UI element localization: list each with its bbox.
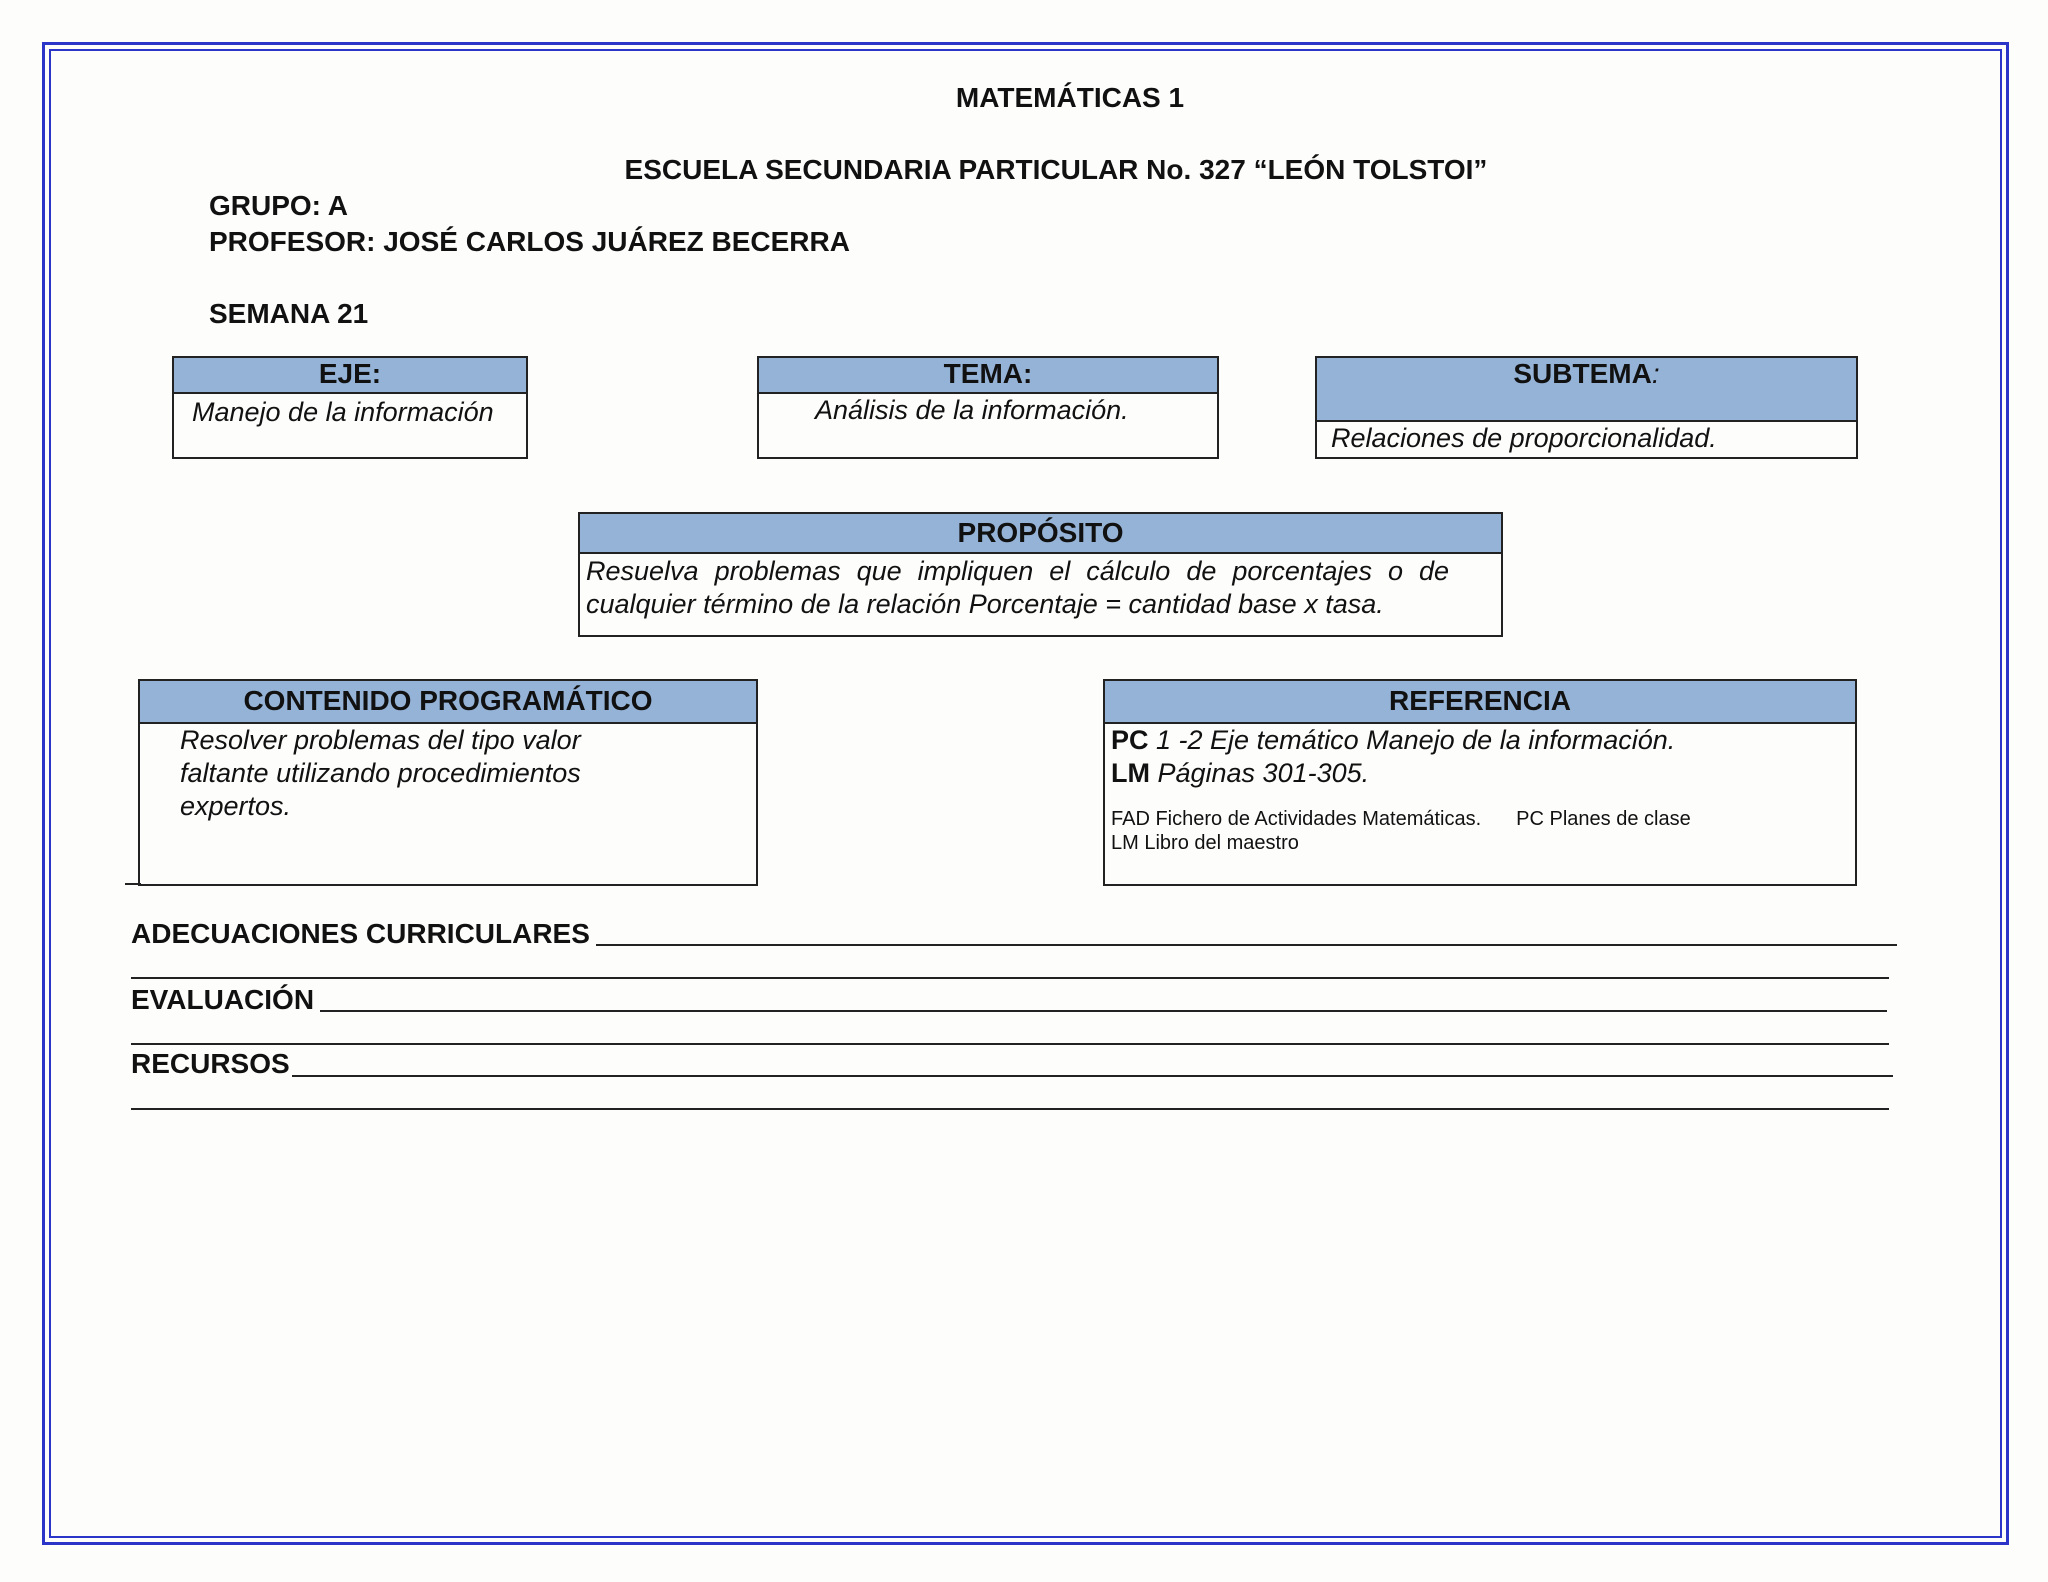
contenido-box [138, 679, 758, 886]
referencia-body [1105, 724, 1855, 855]
evaluacion-line-2 [131, 1043, 1889, 1045]
contenido-line-1: Resolver problemas del tipo valor [180, 725, 581, 755]
subtema-box [1315, 356, 1858, 459]
contenido-title: CONTENIDO PROGRAMÁTICO [140, 681, 756, 724]
contenido-body [140, 724, 756, 823]
proposito-body [580, 554, 1501, 621]
proposito-line-2: cualquier término de la relación Porcentaje = cantidad base x tasa. [586, 589, 1384, 619]
subtema-title-text: SUBTEMA [1513, 358, 1652, 389]
referencia-lm-line [1111, 757, 1855, 790]
evaluacion-line [320, 1010, 1887, 1012]
legend-fad: FAD Fichero de Actividades Matemáticas. [1111, 808, 1482, 830]
teacher-label: PROFESOR: JOSÉ CARLOS JUÁREZ BECERRA [209, 226, 850, 257]
tema-box [757, 356, 1219, 459]
subtema-title [1317, 358, 1856, 422]
referencia-pc-code: PC [1111, 725, 1149, 755]
contenido-line-3: expertos. [180, 791, 292, 821]
eje-title: EJE: [174, 358, 526, 394]
subtema-body: Relaciones de proporcionalidad. [1331, 423, 1717, 453]
referencia-title: REFERENCIA [1105, 681, 1855, 724]
subject-title: MATEMÁTICAS 1 [955, 82, 1185, 113]
eje-body: Manejo de la información [192, 397, 494, 427]
contenido-line-2: faltante utilizando procedimientos [180, 758, 581, 788]
group-label: GRUPO: A [209, 190, 348, 221]
proposito-box [578, 512, 1503, 637]
referencia-lm-text: Páginas 301-305. [1149, 758, 1370, 788]
subtema-title-suffix: : [1651, 358, 1660, 389]
referencia-pc-text: 1 -2 Eje temático Manejo de la información. [1148, 725, 1676, 755]
proposito-line-1: Resuelva problemas que impliquen el cálculo de porcentajes o de [586, 556, 1449, 586]
recursos-line-2 [131, 1108, 1889, 1110]
tema-body: Análisis de la información. [815, 395, 1129, 425]
adecuaciones-label: ADECUACIONES CURRICULARES [131, 918, 590, 949]
school-name: ESCUELA SECUNDARIA PARTICULAR No. 327 “LEÓN TOLSTOI” [624, 154, 1488, 185]
contenido-tick [125, 883, 141, 885]
evaluacion-label: EVALUACIÓN [131, 984, 315, 1015]
week-label: SEMANA 21 [209, 298, 369, 329]
referencia-box [1103, 679, 1857, 886]
tema-title: TEMA: [759, 358, 1217, 394]
legend-pc: PC Planes de clase [1516, 808, 1691, 830]
referencia-pc-line [1111, 724, 1855, 757]
recursos-label: RECURSOS [131, 1048, 290, 1079]
adecuaciones-line [596, 944, 1897, 946]
referencia-legend-1 [1111, 807, 1855, 831]
legend-lm: LM Libro del maestro [1111, 832, 1299, 854]
eje-box [172, 356, 528, 459]
referencia-lm-code: LM [1111, 758, 1150, 788]
recursos-line [292, 1075, 1893, 1077]
proposito-title: PROPÓSITO [580, 514, 1501, 554]
adecuaciones-line-2 [131, 977, 1889, 979]
